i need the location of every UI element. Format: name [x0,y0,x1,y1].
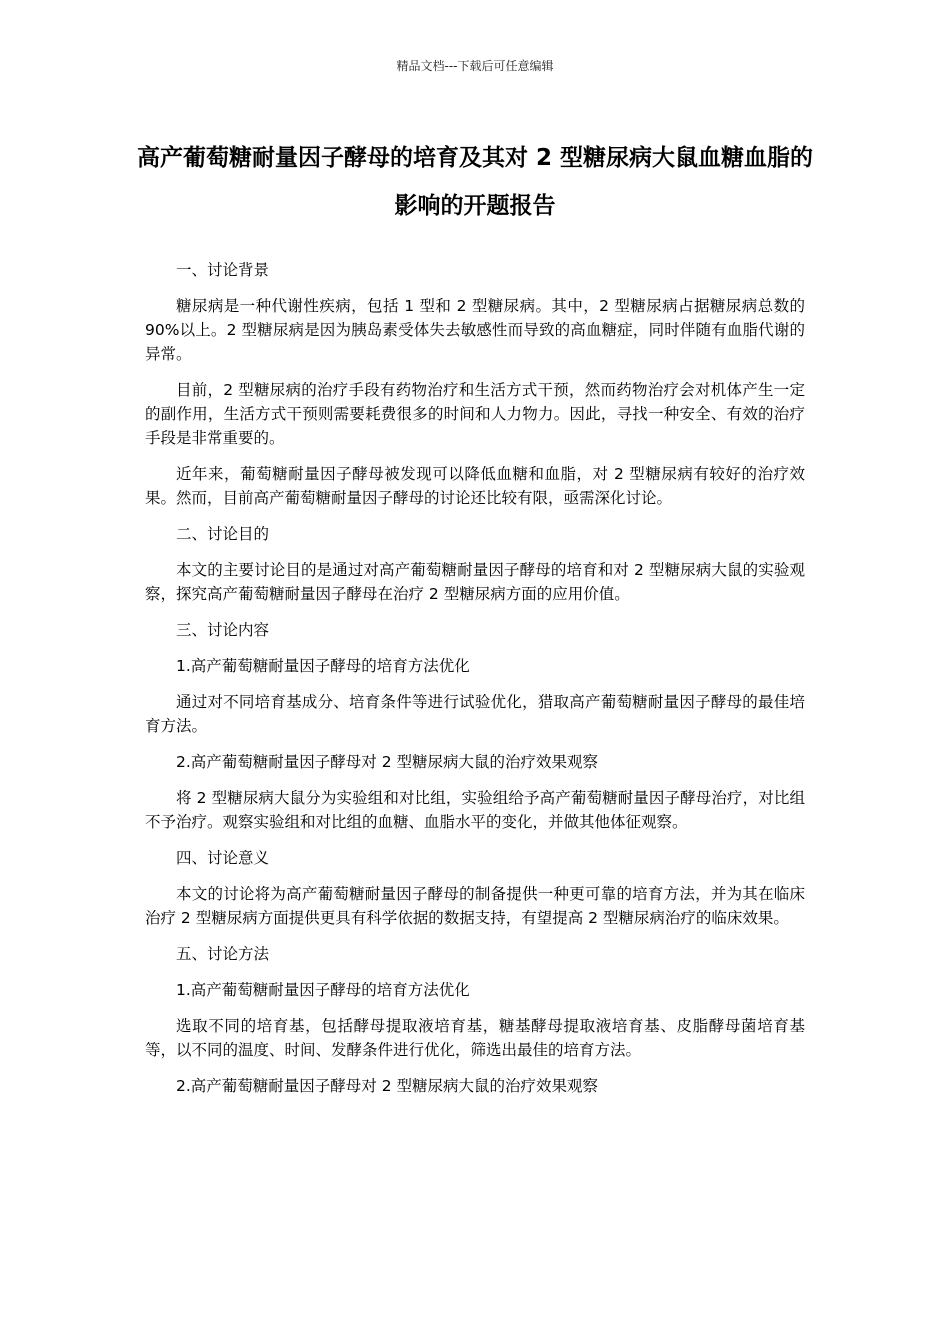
header-note: 精品文档---下载后可任意编辑 [396,59,554,73]
paragraph: 将 2 型糖尿病大鼠分为实验组和对比组，实验组给予高产葡萄糖耐量因子酵母治疗，对比组不予治疗。观察实验组和对比组的血糖、血脂水平的变化，并做其他体征观察。 [145,789,805,831]
paragraph: 本文的讨论将为高产葡萄糖耐量因子酵母的制备提供一种更可靠的培育方法，并为其在临床治疗 2 型糖尿病方面提供更具有科学依据的数据支持，有望提高 2 型糖尿病治疗的临床效果。 [145,885,805,927]
document-body [145,258,805,1110]
subsection-heading: 1.高产葡萄糖耐量因子酵母的培育方法优化 [176,981,470,999]
paragraph: 选取不同的培育基，包括酵母提取液培育基，糖基酵母提取液培育基、皮脂酵母菌培育基等，以不同的温度、时间、发酵条件进行优化，筛选出最佳的培育方法。 [145,1017,805,1059]
section-heading-content: 三、讨论内容 [176,621,270,639]
section-heading-background: 一、讨论背景 [176,261,270,279]
subsection-heading: 2.高产葡萄糖耐量因子酵母对 2 型糖尿病大鼠的治疗效果观察 [176,1077,599,1095]
paragraph: 目前，2 型糖尿病的治疗手段有药物治疗和生活方式干预，然而药物治疗会对机体产生一定的副作用，生活方式干预则需要耗费很多的时间和人力物力。因此，寻找一种安全、有效的治疗手段是非常重要的。 [145,381,805,447]
paragraph: 糖尿病是一种代谢性疾病，包括 1 型和 2 型糖尿病。其中，2 型糖尿病占据糖尿病总数的 90%以上。2 型糖尿病是因为胰岛素受体失去敏感性而导致的高血糖症，同时伴随有血脂代谢的异常。 [145,297,805,363]
section-heading-methods: 五、讨论方法 [176,945,270,963]
document-title: 高产葡萄糖耐量因子酵母的培育及其对 2 型糖尿病大鼠血糖血脂的影响的开题报告 [136,145,814,219]
subsection-heading: 2.高产葡萄糖耐量因子酵母对 2 型糖尿病大鼠的治疗效果观察 [176,753,599,771]
paragraph: 本文的主要讨论目的是通过对高产葡萄糖耐量因子酵母的培育和对 2 型糖尿病大鼠的实验观察，探究高产葡萄糖耐量因子酵母在治疗 2 型糖尿病方面的应用价值。 [145,561,805,603]
paragraph: 通过对不同培育基成分、培育条件等进行试验优化，猎取高产葡萄糖耐量因子酵母的最佳培育方法。 [145,693,805,735]
paragraph: 近年来，葡萄糖耐量因子酵母被发现可以降低血糖和血脂，对 2 型糖尿病有较好的治疗效果。然而，目前高产葡萄糖耐量因子酵母的讨论还比较有限，亟需深化讨论。 [145,465,805,507]
section-heading-purpose: 二、讨论目的 [176,525,270,543]
subsection-heading: 1.高产葡萄糖耐量因子酵母的培育方法优化 [176,657,470,675]
section-heading-significance: 四、讨论意义 [176,849,270,867]
